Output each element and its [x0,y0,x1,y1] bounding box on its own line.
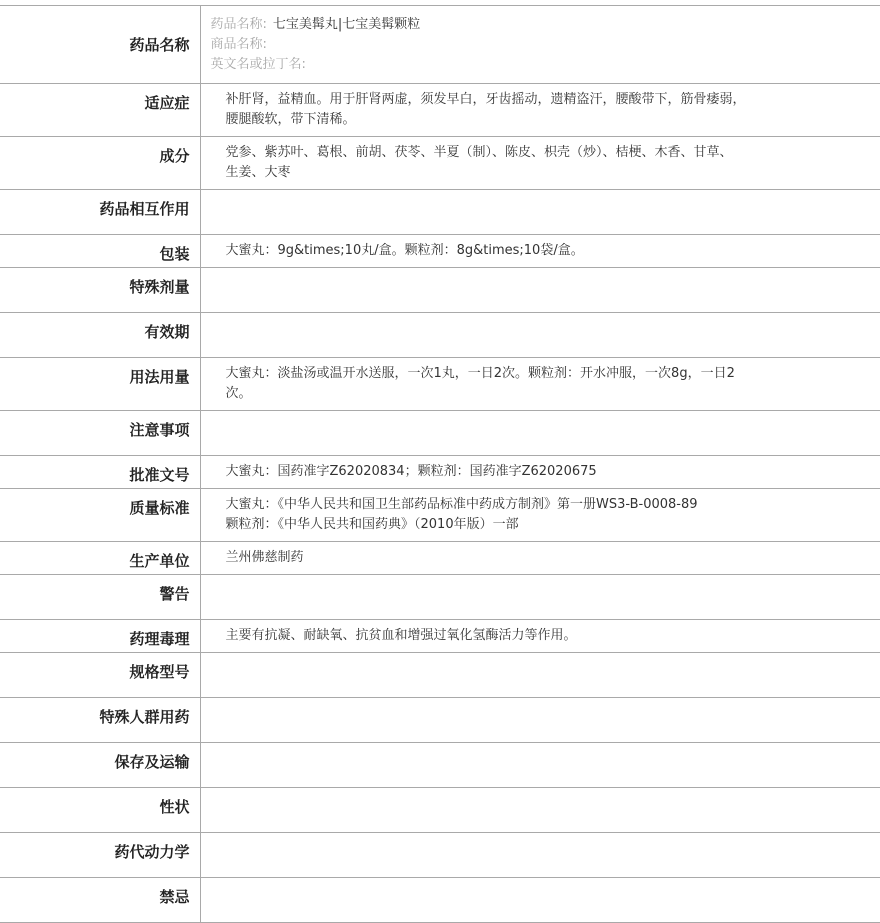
row-label: 警告 [0,575,200,620]
value-line: 腰腿酸软，带下清稀。 [225,112,356,127]
value-line: 生姜、大枣 [225,165,291,180]
row-label: 有效期 [0,313,200,358]
drug-name-block [200,6,880,84]
row-pharmacokinetics [0,833,880,878]
row-specification [0,653,880,698]
row-properties [0,788,880,833]
drug-name-line [211,15,861,35]
row-interactions [0,190,880,235]
drug-name-value: 七宝美髯丸|七宝美髯颗粒 [272,17,421,32]
value-line: 党参、紫苏叶、葛根、前胡、茯苓、半夏（制）、陈皮、枳壳（炒）、桔梗、木香、甘草、 [225,145,733,160]
row-value [200,653,880,698]
trade-name-label: 商品名称: [210,37,267,52]
drug-name-label: 药品名称: [210,17,267,32]
row-value [200,84,880,137]
row-label: 特殊剂量 [0,268,200,313]
row-contraindications [0,878,880,923]
row-value [200,268,880,313]
row-label: 包装 [0,235,200,268]
row-label: 适应症 [0,84,200,137]
row-value [200,358,880,411]
row-value [200,698,880,743]
row-quality-standard [0,489,880,542]
row-precautions [0,411,880,456]
row-value [200,878,880,923]
value-line: 次。 [225,386,252,401]
row-value: 大蜜丸：9g&times;10丸/盒。颗粒剂：8g&times;10袋/盒。 [200,235,880,268]
value-line: 大蜜丸：淡盐汤或温开水送服，一次1丸，一日2次。颗粒剂：开水冲服，一次8g，一日2 [225,366,735,381]
row-value: 主要有抗凝、耐缺氧、抗贫血和增强过氧化氢酶活力等作用。 [200,620,880,653]
english-name-line [211,55,861,75]
row-label: 保存及运输 [0,743,200,788]
english-name-label: 英文名或拉丁名: [210,57,306,72]
row-value [200,788,880,833]
drug-info-table [0,5,880,923]
row-special-populations [0,698,880,743]
row-drug-name [0,6,880,84]
row-warning [0,575,880,620]
row-ingredients [0,137,880,190]
row-label: 规格型号 [0,653,200,698]
row-label: 药理毒理 [0,620,200,653]
row-special-dosage [0,268,880,313]
row-label: 特殊人群用药 [0,698,200,743]
row-label: 生产单位 [0,542,200,575]
row-value [200,190,880,235]
row-label: 质量标准 [0,489,200,542]
row-indications [0,84,880,137]
row-label: 批准文号 [0,456,200,489]
value-line: 颗粒剂：《中华人民共和国药典》（2010年版）一部 [225,517,519,532]
row-value [200,489,880,542]
row-label: 用法用量 [0,358,200,411]
row-value [200,313,880,358]
row-manufacturer [0,542,880,575]
value-line: 补肝肾，益精血。用于肝肾两虚，须发早白，牙齿摇动，遗精盗汗，腰酸带下，筋骨痿弱， [225,92,746,107]
row-approval [0,456,880,489]
row-label: 药品相互作用 [0,190,200,235]
row-value [200,833,880,878]
row-storage [0,743,880,788]
row-value [200,137,880,190]
row-packaging [0,235,880,268]
row-label: 性状 [0,788,200,833]
row-label: 药代动力学 [0,833,200,878]
row-value: 兰州佛慈制药 [200,542,880,575]
row-value [200,743,880,788]
row-label: 成分 [0,137,200,190]
row-label: 注意事项 [0,411,200,456]
trade-name-line [211,35,861,55]
row-label: 禁忌 [0,878,200,923]
row-value: 大蜜丸：国药准字Z62020834；颗粒剂：国药准字Z62020675 [200,456,880,489]
row-label: 药品名称 [0,6,200,84]
value-line: 大蜜丸：《中华人民共和国卫生部药品标准中药成方制剂》第一册WS3-B-0008-89 [225,497,698,512]
row-value [200,575,880,620]
row-value [200,411,880,456]
row-shelf-life [0,313,880,358]
row-pharmacology [0,620,880,653]
row-usage [0,358,880,411]
